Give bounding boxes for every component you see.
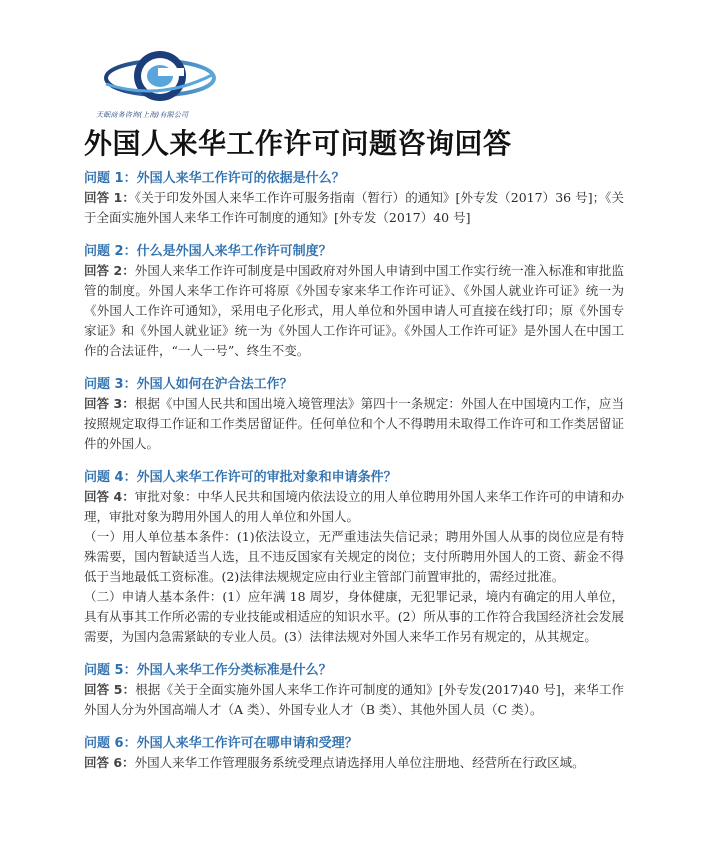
answer-4-applicant-conditions: （二）申请人基本条件：(1）应年满 18 周岁，身体健康，无犯罪记录，境内有确定的用人单位，具有从事其工作所必需的专业技能或相适应的知识水平。(2）所从事的工作符合我国经济社会发展需要，为国内急需紧缺的专业人员。(3）法律法规对外国人来华工作另有规定的，从其规定。 — [84, 589, 624, 644]
answer-label-1: 回答 1： — [84, 190, 135, 205]
answer-4-employer-conditions: （一）用人单位基本条件：(1)依法设立，无严重违法失信记录；聘用外国人从事的岗位应是有特殊需要，国内暂缺适当人选，且不违反国家有关规定的岗位；支付所聘用外国人的工资、薪金不得低于当地最低工资标准。(2)法律法规规定应由行业主管部门前置审批的，需经过批准。 — [84, 529, 624, 584]
answer-4-intro — [84, 487, 624, 527]
answer-label-6: 回答 6： — [84, 755, 135, 770]
question-4: 问题 4：外国人来华工作许可的审批对象和申请条件？ — [84, 470, 397, 485]
answer-text-3: 根据《中国人民共和国出境入境管理法》第四十一条规定：外国人在中国境内工作，应当按照规定取得工作证和工作类居留证件。任何单位和个人不得聘用未取得工作许可和工作类居留证件的外国人。 — [84, 396, 624, 451]
question-3: 问题 3：外国人如何在沪合法工作？ — [84, 377, 293, 392]
answer-4 — [84, 487, 624, 647]
answer-label-4: 回答 4： — [84, 489, 135, 504]
answer-5 — [84, 680, 624, 720]
answer-label-3: 回答 3： — [84, 396, 135, 411]
qa-item-2 — [84, 243, 624, 361]
answer-label-5: 回答 5： — [84, 682, 136, 697]
qa-item-4 — [84, 469, 624, 647]
answer-text-1: 《关于印发外国人来华工作许可服务指南（暂行）的通知》[外专发（2017）36 号]；《关于全面实施外国人来华工作许可制度的通知》[外专发（2017）40 号] — [84, 190, 624, 225]
qa-item-5 — [84, 662, 624, 720]
answer-6 — [84, 753, 624, 773]
qa-item-1 — [84, 170, 624, 228]
answer-text-5: 根据《关于全面实施外国人来华工作许可制度的通知》[外专发(2017)40 号]，来华工作外国人分为外国高端人才（A 类）、外国专业人才（B 类）、其他外国人员（C 类）。 — [84, 682, 624, 717]
question-2: 问题 2：什么是外国人来华工作许可制度？ — [84, 244, 332, 259]
qa-item-3 — [84, 376, 624, 454]
answer-text-2: 外国人来华工作许可制度是中国政府对外国人申请到中国工作实行统一准入标准和审批监管的制度。外国人来华工作许可将原《外国专家来华工作许可证》、《外国人就业许可证》统一为《外国人工作许可通知》，采用电子化形式，用人单位和外国申请人可直接在线打印；原《外国专家证》和《外国人就业证》统一为《外国人工作许可证》。《外国人工作许可证》是外国人在中国工作的合法证件，“一人一号”、终生不变。 — [84, 263, 624, 358]
logo-caption: 天眠商务咨询(上海)有限公司 — [96, 111, 189, 119]
question-6: 问题 6：外国人来华工作许可在哪申请和受理？ — [84, 736, 358, 751]
answer-3 — [84, 394, 624, 454]
answer-text-4: 审批对象：中华人民共和国境内依法设立的用人单位聘用外国人来华工作许可的申请和办理，审批对象为聘用外国人的用人单位和外国人。 — [84, 489, 624, 524]
qa-list — [84, 170, 624, 788]
answer-1 — [84, 188, 624, 228]
question-1: 问题 1：外国人来华工作许可的依据是什么？ — [84, 171, 345, 186]
qa-item-6 — [84, 735, 624, 773]
question-5: 问题 5：外国人来华工作分类标准是什么？ — [84, 663, 332, 678]
answer-text-6: 外国人来华工作管理服务系统受理点请选择用人单位注册地、经营所在行政区域。 — [134, 755, 585, 770]
answer-2 — [84, 261, 624, 361]
document-title: 外国人来华工作许可问题咨询回答 — [84, 127, 512, 160]
answer-label-2: 回答 2： — [84, 263, 135, 278]
